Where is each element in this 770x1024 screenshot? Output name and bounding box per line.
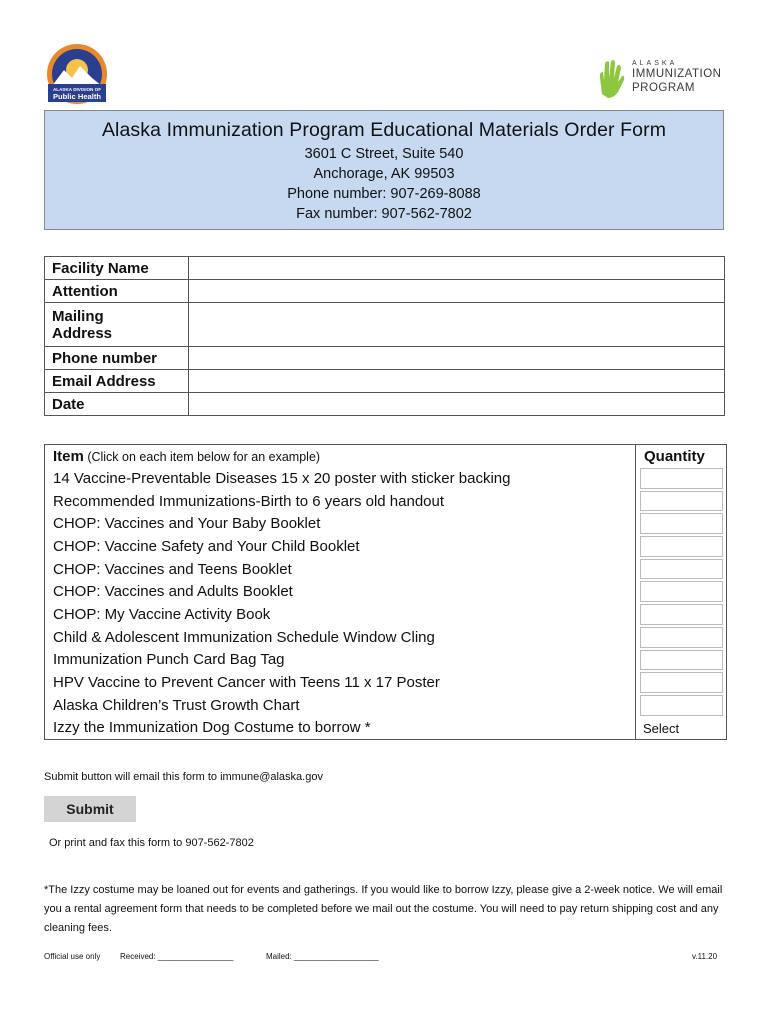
attention-label: Attention <box>45 280 189 303</box>
item-link[interactable]: CHOP: Vaccine Safety and Your Child Booklet <box>45 535 636 558</box>
items-table <box>44 444 727 740</box>
fax-info-text: Or print and fax this form to 907-562-7802 <box>49 837 254 849</box>
item-link[interactable]: HPV Vaccine to Prevent Cancer with Teens 11 x 17 Poster <box>45 671 636 694</box>
item-link[interactable]: Child & Adolescent Immunization Schedule Window Cling <box>45 626 636 649</box>
item-link[interactable]: Alaska Children’s Trust Growth Chart <box>45 694 636 717</box>
submit-info-text: Submit button will email this form to immune@alaska.gov <box>44 771 323 783</box>
phone-number-field[interactable] <box>189 347 725 370</box>
quantity-column-header: Quantity <box>636 445 727 468</box>
quantity-input[interactable] <box>640 672 723 693</box>
public-health-logo <box>44 44 110 104</box>
quantity-input[interactable] <box>640 468 723 489</box>
page-title: Alaska Immunization Program Educational Materials Order Form <box>101 119 667 141</box>
version-label: v.11.20 <box>692 952 718 961</box>
item-link[interactable]: Immunization Punch Card Bag Tag <box>45 649 636 672</box>
item-column-header <box>45 445 636 468</box>
costume-note: *The Izzy costume may be loaned out for events and gatherings. If you would like to borrow Izzy, please give a 2-week notice. We will email you a rental agreement form that needs to be completed before we mail out the costume. You will need to pay return shipping cost and any cleaning fees. <box>44 884 723 934</box>
logo-right-line-2: PROGRAM <box>632 81 695 94</box>
item-link[interactable]: Izzy the Immunization Dog Costume to borrow * <box>45 717 636 740</box>
hand-icon <box>596 58 626 98</box>
quantity-input[interactable] <box>640 581 723 602</box>
submit-button[interactable]: Submit <box>44 796 136 822</box>
item-link[interactable]: Recommended Immunizations-Birth to 6 years old handout <box>45 490 636 513</box>
item-link[interactable]: CHOP: Vaccines and Teens Booklet <box>45 558 636 581</box>
item-link[interactable]: CHOP: My Vaccine Activity Book <box>45 603 636 626</box>
form-header <box>44 110 724 230</box>
quantity-input[interactable] <box>640 491 723 512</box>
logo-left-text-1: ALASKA DIVISION OF <box>52 87 102 92</box>
quantity-input[interactable] <box>640 604 723 625</box>
mailed-line: Mailed: ___________________ <box>266 952 379 961</box>
received-line: Received: _________________ <box>120 952 234 961</box>
email-address-field[interactable] <box>189 370 725 393</box>
fax-line: Fax number: 907-562-7802 <box>296 206 472 222</box>
quantity-input[interactable] <box>640 650 723 671</box>
costume-select-dropdown[interactable]: Select <box>640 719 723 739</box>
mailing-label-line-1: Mailing <box>52 307 104 325</box>
quantity-input[interactable] <box>640 695 723 716</box>
item-link[interactable]: 14 Vaccine-Preventable Diseases 15 x 20 poster with sticker backing <box>45 467 636 490</box>
facility-name-field[interactable] <box>189 257 725 280</box>
official-use-label: Official use only <box>44 952 101 961</box>
quantity-input[interactable] <box>640 559 723 580</box>
logo-left-text-2: Public Health <box>52 92 102 101</box>
immunization-program-logo <box>596 58 726 100</box>
mailing-address-field[interactable] <box>189 303 725 347</box>
email-address-label: Email Address <box>45 370 189 393</box>
item-link[interactable]: CHOP: Vaccines and Adults Booklet <box>45 580 636 603</box>
facility-name-label: Facility Name <box>45 257 189 280</box>
quantity-input[interactable] <box>640 513 723 534</box>
phone-number-label: Phone number <box>45 347 189 370</box>
item-header-label: Item <box>53 447 84 465</box>
phone-line: Phone number: 907-269-8088 <box>287 186 481 202</box>
date-label: Date <box>45 393 189 416</box>
mailing-address-label <box>45 303 189 347</box>
facility-info-table <box>44 256 725 416</box>
attention-field[interactable] <box>189 280 725 303</box>
logo-right-line-1: IMMUNIZATION <box>632 68 722 80</box>
quantity-input[interactable] <box>640 536 723 557</box>
logo-right-alaska: ALASKA <box>632 60 678 67</box>
address-line-2: Anchorage, AK 99503 <box>313 166 455 182</box>
quantity-input[interactable] <box>640 627 723 648</box>
item-header-hint: (Click on each item below for an example) <box>83 449 321 464</box>
date-field[interactable] <box>189 393 725 416</box>
address-line-1: 3601 C Street, Suite 540 <box>304 146 464 162</box>
mailing-label-line-2: Address <box>52 324 113 342</box>
item-link[interactable]: CHOP: Vaccines and Your Baby Booklet <box>45 512 636 535</box>
